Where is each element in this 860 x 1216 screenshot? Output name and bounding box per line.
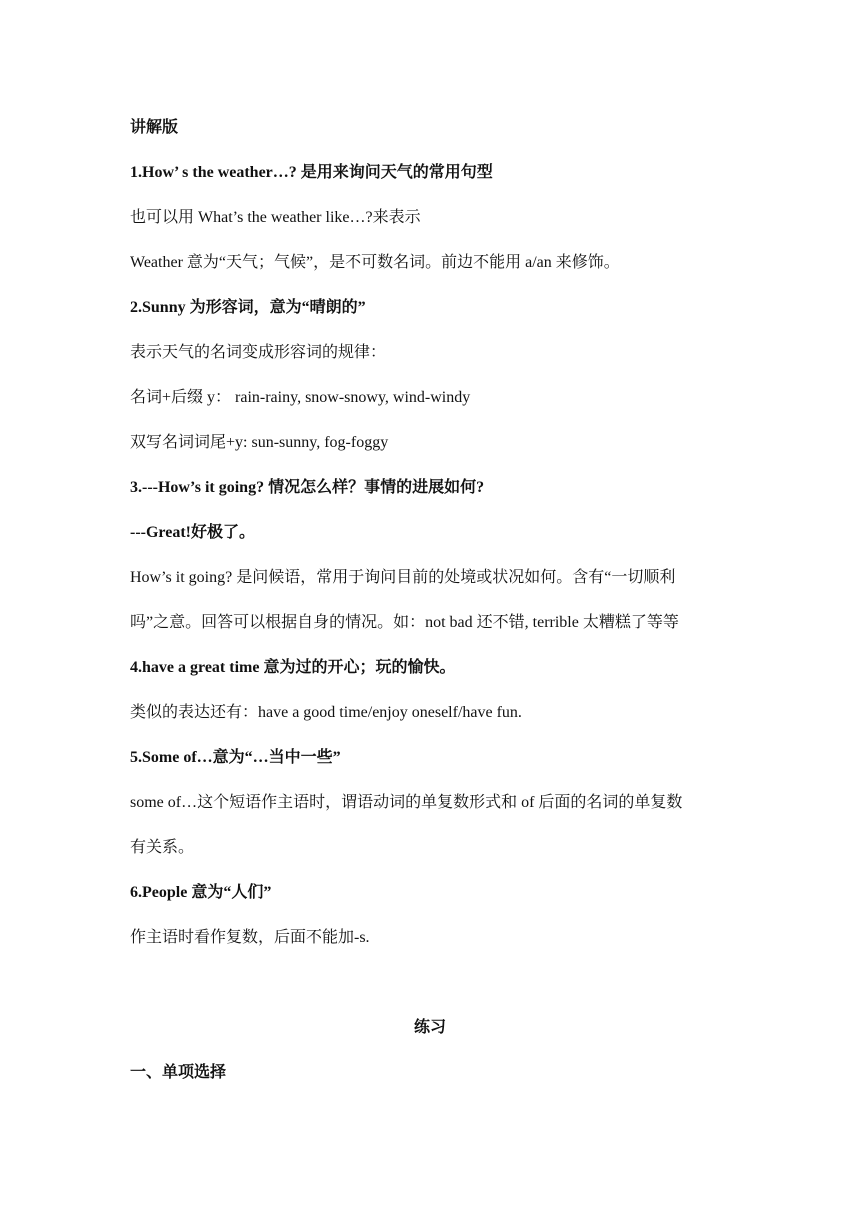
section-title: 讲解版	[130, 119, 179, 136]
point-3-heading-answer: ---Great!好极了。	[130, 524, 256, 541]
point-2-line-1: 表示天气的名词变成形容词的规律：	[130, 344, 387, 361]
point-2-line-3: 双写名词词尾+y: sun-sunny, fog-foggy	[130, 434, 389, 451]
practice-title: 练习	[413, 1019, 446, 1036]
point-4-heading: 4.have a great time 意为过的开心；玩的愉快。	[130, 659, 456, 676]
point-1-line-1: 也可以用 What’s the weather like…?来表示	[130, 209, 421, 226]
point-1-line-2: Weather 意为“天气；气候”，是不可数名词。前边不能用 a/an 来修饰。	[130, 254, 620, 271]
point-3-heading: 3.---How’s it going? 情况怎么样？事情的进展如何?	[130, 479, 485, 496]
point-6-line-1: 作主语时看作复数，后面不能加-s.	[130, 929, 370, 946]
point-5-line-2: 有关系。	[130, 839, 195, 856]
point-3-line-1: How’s it going? 是问候语，常用于询问目前的处境或状况如何。含有“一切顺利	[130, 569, 676, 586]
part-1-title: 一、单项选择	[130, 1064, 227, 1081]
point-2-heading: 2.Sunny 为形容词，意为“晴朗的”	[130, 299, 366, 316]
point-4-line-1: 类似的表达还有：have a good time/enjoy oneself/have fun.	[130, 704, 522, 721]
point-5-heading: 5.Some of…意为“…当中一些”	[130, 749, 341, 766]
point-6-heading: 6.People 意为“人们”	[130, 884, 272, 901]
point-3-line-2: 吗”之意。回答可以根据自身的情况。如：not bad 还不错, terrible 太糟糕了等等	[130, 614, 679, 631]
point-1-heading: 1.How’ s the weather…? 是用来询问天气的常用句型	[130, 164, 493, 181]
point-5-line-1: some of…这个短语作主语时，谓语动词的单复数形式和 of 后面的名词的单复数	[130, 794, 683, 811]
point-2-line-2: 名词+后缀 y： rain-rainy, snow-snowy, wind-windy	[130, 389, 471, 406]
